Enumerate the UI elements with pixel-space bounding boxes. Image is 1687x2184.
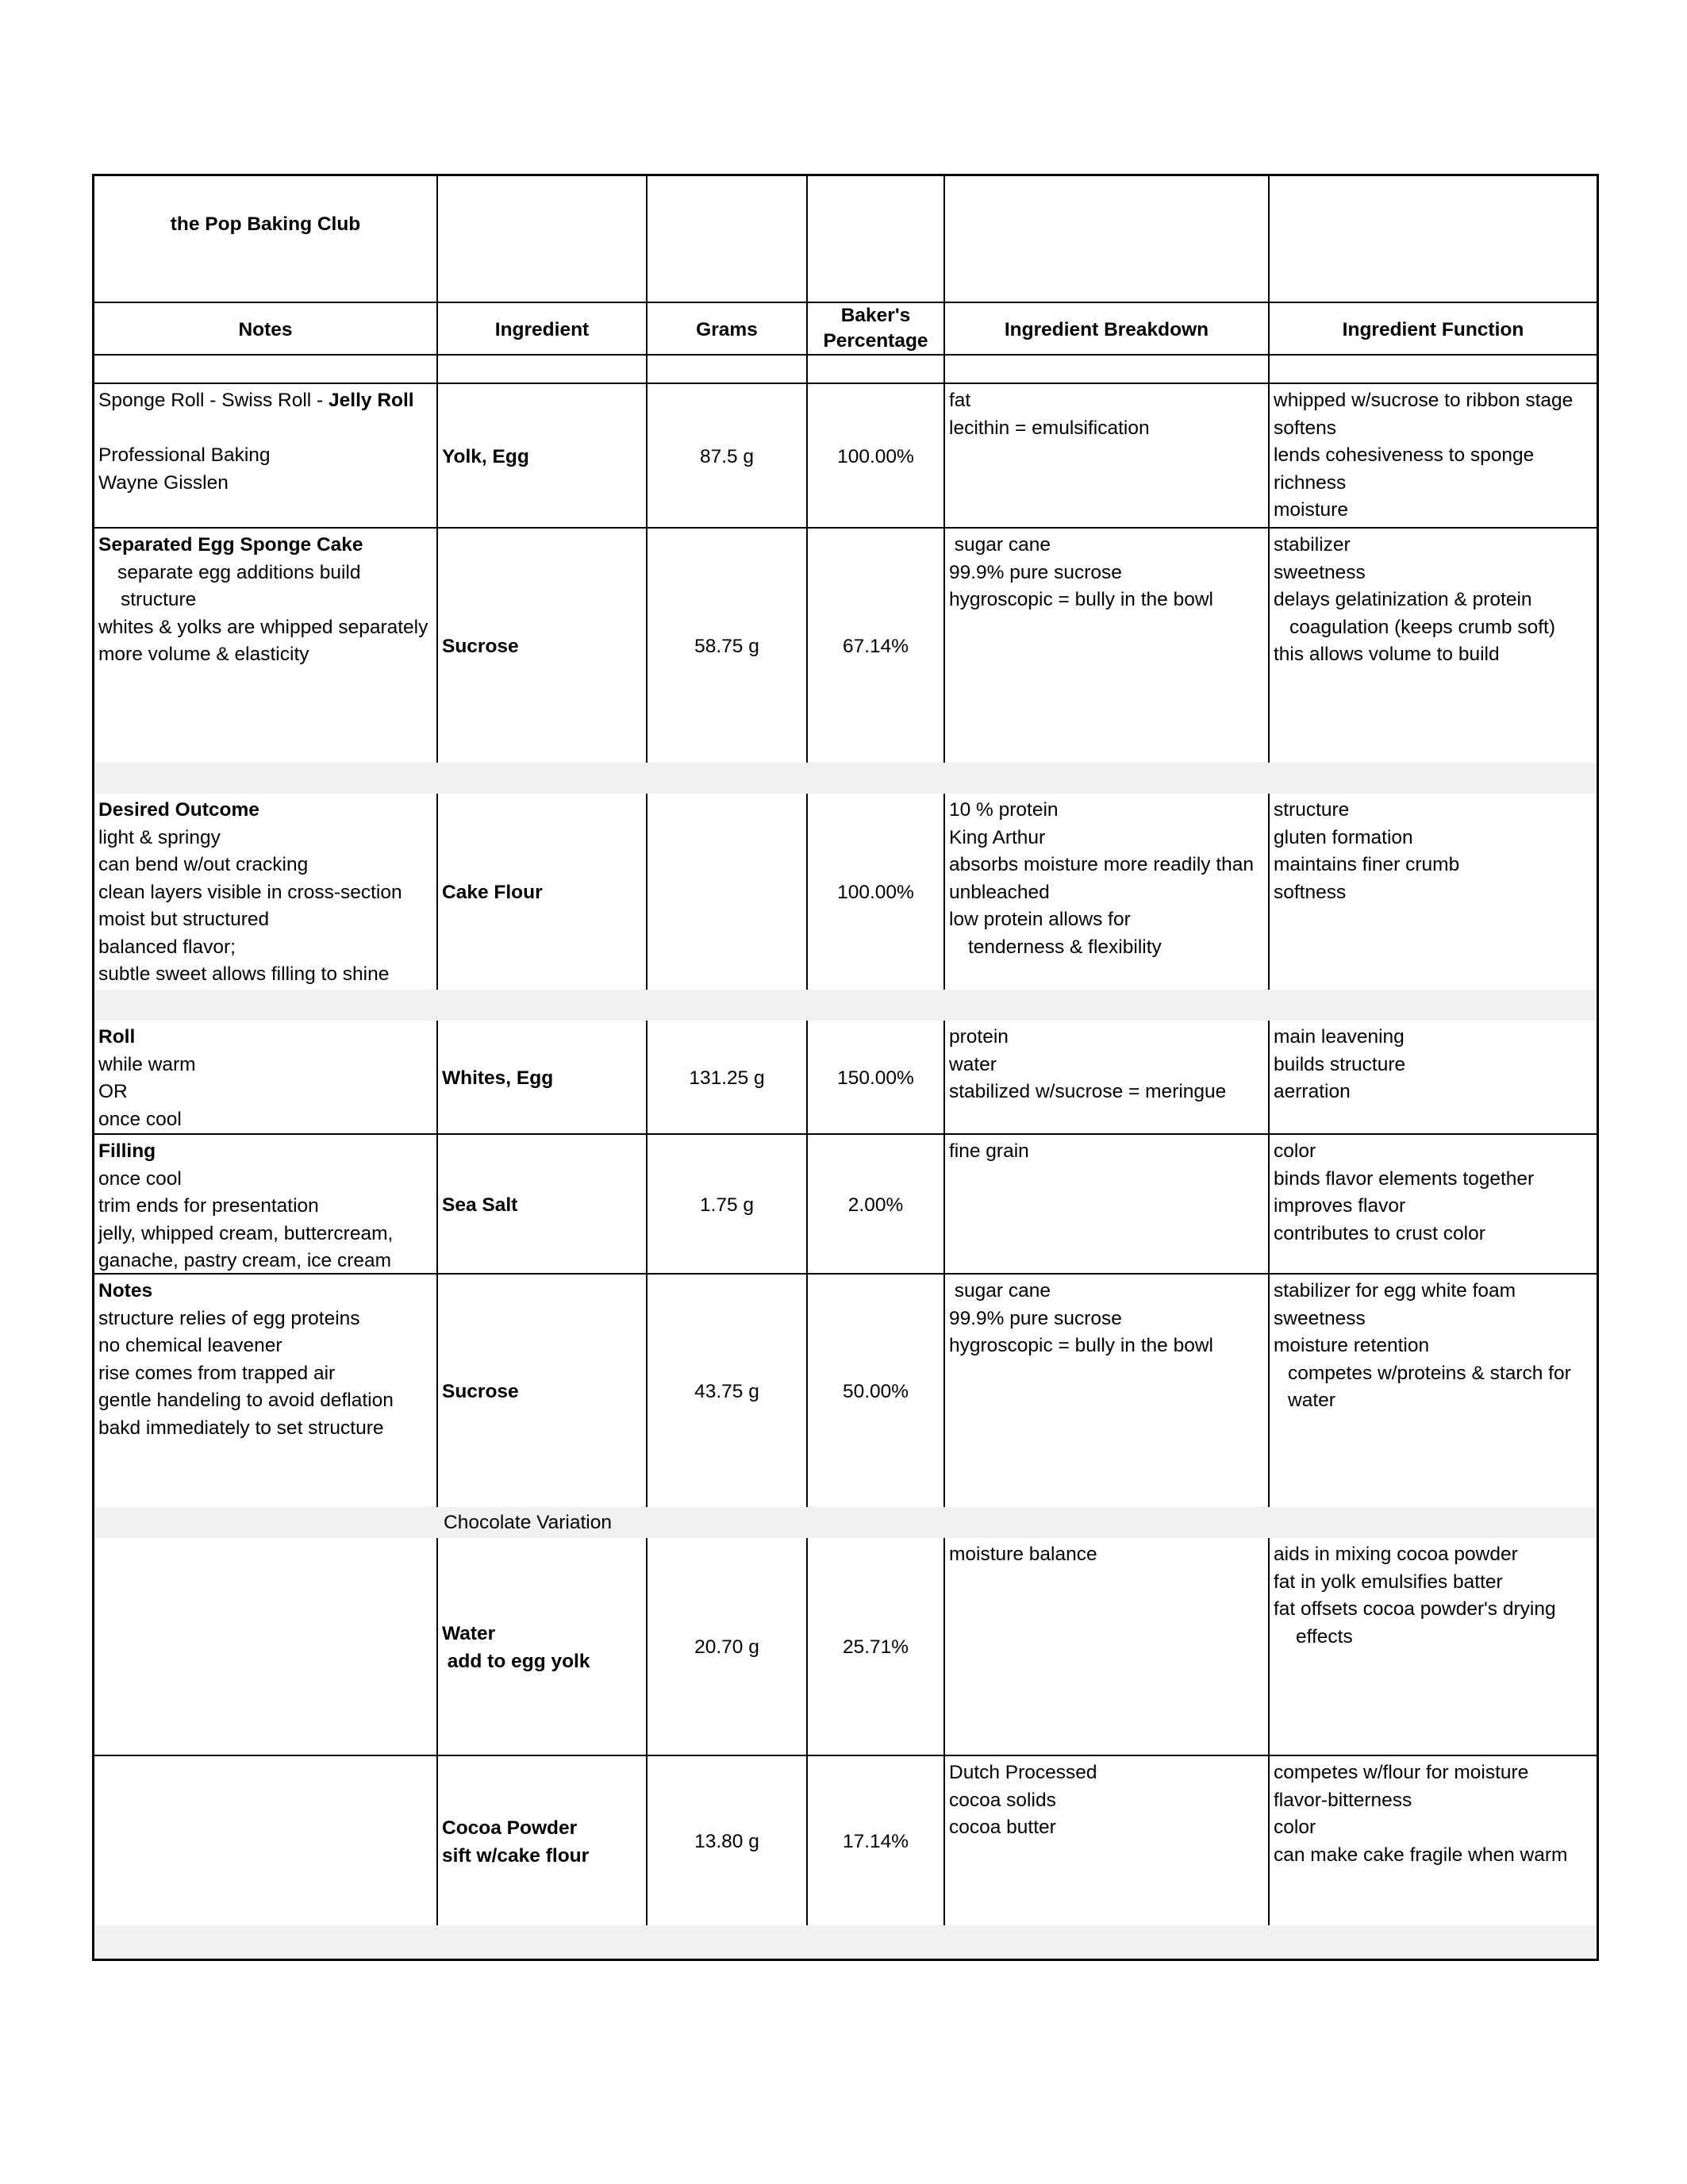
function-cell: color binds flavor elements together improves flavor contributes to crust color	[1274, 1140, 1535, 1244]
header-row	[94, 303, 1597, 356]
spacer-cell	[648, 356, 808, 383]
grams-cell: 13.80 g	[648, 1756, 808, 1925]
breakdown-cell: fat lecithin = emulsification	[945, 384, 1270, 527]
notes-cell: Notes structure relies of egg proteins no chemical leavener rise comes from trapped air gentle handeling to avoid deflation bakd immediately to set structure	[94, 1275, 438, 1507]
spacer-cell	[1270, 356, 1597, 383]
grams-cell: 43.75 g	[648, 1275, 808, 1507]
ingredient-cell: Sea Salt	[438, 1135, 648, 1273]
percentage-cell: 100.00%	[808, 794, 945, 990]
grams-cell: 1.75 g	[648, 1135, 808, 1273]
title-empty-cell	[1270, 176, 1597, 302]
header-ingredient: Ingredient	[438, 303, 648, 354]
header-grams: Grams	[648, 303, 808, 354]
table-row	[94, 529, 1597, 763]
notes-cell	[94, 1538, 438, 1755]
notes-cell: Filling once cool trim ends for presentation jelly, whipped cream, buttercream, ganache, pastry cream, ice cream	[94, 1135, 438, 1273]
separator-band	[94, 990, 1597, 1021]
header-notes: Notes	[94, 303, 438, 354]
spacer-row	[94, 356, 1597, 384]
percentage-cell: 25.71%	[808, 1538, 945, 1755]
breakdown-cell: fine grain	[945, 1135, 1270, 1273]
ingredient-cell: Sucrose	[438, 529, 648, 763]
ingredient-cell: Cocoa Powder sift w/cake flour	[438, 1756, 648, 1925]
ingredient-cell: Water add to egg yolk	[438, 1538, 648, 1755]
breakdown-cell: moisture balance	[945, 1538, 1270, 1755]
function-cell: aids in mixing cocoa powder fat in yolk emulsifies batter fat offsets cocoa powder's drying effects	[1274, 1544, 1556, 1648]
percentage-cell: 2.00%	[808, 1135, 945, 1273]
function-cell: competes w/flour for moisture flavor-bitterness color can make cake fragile when warm	[1274, 1762, 1568, 1866]
percentage-cell: 67.14%	[808, 529, 945, 763]
function-cell: main leavening builds structure aerration	[1274, 1026, 1406, 1102]
title-empty-cell	[648, 176, 808, 302]
table-row	[94, 384, 1597, 529]
table-row	[94, 1021, 1597, 1135]
spacer-cell	[94, 356, 438, 383]
footer-band	[94, 1925, 1597, 1959]
function-cell: whipped w/sucrose to ribbon stage softens lends cohesiveness to sponge richness moisture	[1274, 390, 1574, 521]
function-cell: stabilizer for egg white foam sweetness moisture retention competes w/proteins & starch for water	[1274, 1280, 1571, 1411]
page-title: the Pop Baking Club	[94, 176, 438, 302]
notes-cell: Separated Egg Sponge Cake separate egg additions build structure whites & yolks are whipped separately more volume & elasticity	[94, 529, 438, 763]
function-cell: structure gluten formation maintains finer crumb softness	[1274, 799, 1460, 903]
notes-cell: Sponge Roll - Swiss Roll - Jelly Roll Professional Baking Wayne Gisslen	[94, 384, 438, 527]
percentage-cell: 150.00%	[808, 1021, 945, 1133]
title-row	[94, 176, 1597, 303]
breakdown-cell: 10 % protein King Arthur absorbs moisture more readily than unbleached low protein allows for tenderness & flexibility	[945, 794, 1270, 990]
title-empty-cell	[945, 176, 1270, 302]
header-function: Ingredient Function	[1342, 318, 1524, 340]
notes-cell	[94, 1756, 438, 1925]
table-row	[94, 1135, 1597, 1275]
header-breakdown: Ingredient Breakdown	[945, 303, 1270, 354]
notes-cell: Roll while warm OR once cool	[94, 1021, 438, 1133]
ingredient-cell: Yolk, Egg	[438, 384, 648, 527]
grams-cell	[648, 794, 808, 990]
separator-band	[94, 763, 1597, 794]
grams-cell: 87.5 g	[648, 384, 808, 527]
percentage-cell: 50.00%	[808, 1275, 945, 1507]
breakdown-cell: Dutch Processed cocoa solids cocoa butter	[945, 1756, 1270, 1925]
table-row	[94, 1538, 1597, 1756]
breakdown-cell: sugar cane 99.9% pure sucrose hygroscopic = bully in the bowl	[945, 1275, 1270, 1507]
ingredient-cell: Cake Flour	[438, 794, 648, 990]
table-row	[94, 794, 1597, 990]
spacer-cell	[945, 356, 1270, 383]
function-cell: stabilizer sweetness delays gelatinization & protein coagulation (keeps crumb soft) this allows volume to build	[1274, 534, 1555, 665]
percentage-cell: 100.00%	[808, 384, 945, 527]
breakdown-cell: sugar cane 99.9% pure sucrose hygroscopic = bully in the bowl	[945, 529, 1270, 763]
grams-cell: 58.75 g	[648, 529, 808, 763]
ingredient-cell: Whites, Egg	[438, 1021, 648, 1133]
table-row	[94, 1756, 1597, 1925]
header-bakers-percentage: Baker's Percentage	[808, 303, 945, 354]
variation-band	[94, 1507, 1597, 1538]
spacer-cell	[808, 356, 945, 383]
recipe-table	[92, 174, 1599, 1961]
grams-cell: 131.25 g	[648, 1021, 808, 1133]
variation-label: Chocolate Variation	[444, 1512, 613, 1533]
title-empty-cell	[808, 176, 945, 302]
ingredient-cell: Sucrose	[438, 1275, 648, 1507]
title-empty-cell	[438, 176, 648, 302]
table-row	[94, 1275, 1597, 1507]
spacer-cell	[438, 356, 648, 383]
breakdown-cell: protein water stabilized w/sucrose = meringue	[945, 1021, 1270, 1133]
notes-cell: Desired Outcome light & springy can bend w/out cracking clean layers visible in cross-section moist but structured balanced flavor; subtle sweet allows filling to shine	[94, 794, 438, 990]
grams-cell: 20.70 g	[648, 1538, 808, 1755]
percentage-cell: 17.14%	[808, 1756, 945, 1925]
